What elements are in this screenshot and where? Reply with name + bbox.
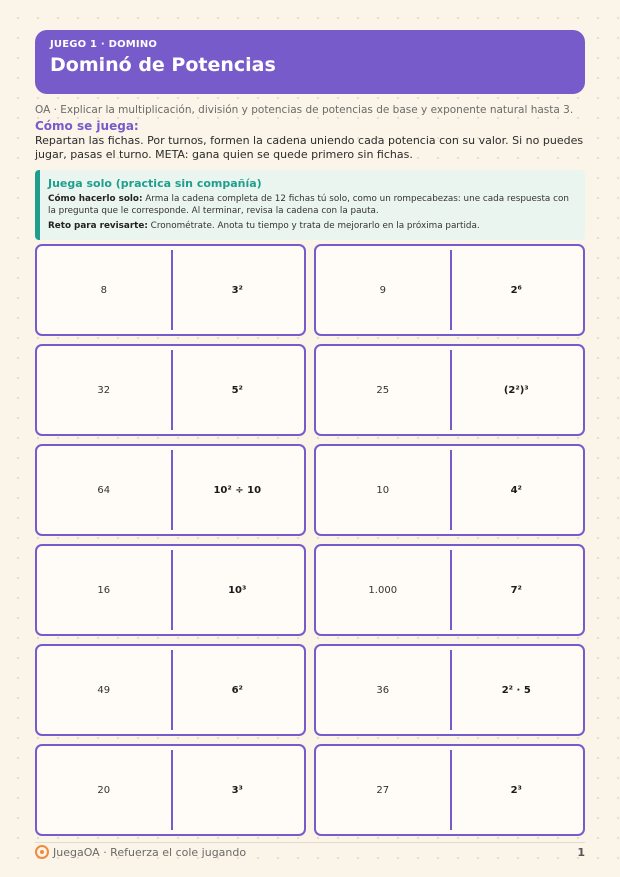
- domino-tile: [314, 544, 585, 636]
- solo-play-box: [35, 170, 585, 240]
- tile-answer: 8: [100, 284, 107, 296]
- domino-tile: [314, 444, 585, 536]
- how-to-play-text: Repartan las fichas. Por turnos, formen la cadena uniendo cada potencia con su valor. Si no puedes jugar, pasas el turno. META: gana quien se quede primero sin fichas.: [35, 134, 584, 161]
- tile-divider: [171, 550, 173, 630]
- tile-expression: 10² ÷ 10: [213, 484, 262, 496]
- tile-answer: 32: [97, 384, 111, 396]
- solo-how: [48, 193, 575, 217]
- page-footer: [35, 842, 585, 859]
- solo-challenge-label: Reto para revisarte:: [48, 221, 148, 231]
- tile-answer: 10: [376, 484, 390, 496]
- game-kicker: JUEGO 1 · DOMINO: [50, 39, 158, 50]
- tile-divider: [450, 550, 452, 630]
- worksheet-page: [35, 30, 585, 796]
- solo-challenge-text: Cronométrate. Anota tu tiempo y trata de mejorarlo en la próxima partida.: [147, 221, 480, 231]
- domino-tile: [35, 644, 306, 736]
- domino-tile: [35, 744, 306, 836]
- domino-tile: [314, 744, 585, 836]
- solo-title: Juega solo (practica sin compañía): [48, 177, 262, 190]
- tile-divider: [450, 650, 452, 730]
- footer-brand: JuegaOA · Refuerza el cole jugando: [53, 845, 247, 859]
- header-banner: [35, 30, 585, 94]
- tile-answer: 16: [97, 584, 111, 596]
- tile-answer: 9: [379, 284, 386, 296]
- solo-how-text: Arma la cadena completa de 12 fichas tú solo, como un rompecabezas: une cada respuesta con la pregunta que le corresponde. Al terminar, revisa la cadena con la pauta.: [48, 194, 569, 216]
- tile-expression: 3²: [231, 284, 243, 296]
- tile-expression: (2²)³: [503, 384, 529, 396]
- tile-expression: 6²: [231, 684, 243, 696]
- tile-expression: 2² · 5: [501, 684, 531, 696]
- domino-tile: [314, 344, 585, 436]
- page-title: Dominó de Potencias: [50, 54, 276, 76]
- tile-divider: [450, 350, 452, 430]
- tile-answer: 25: [376, 384, 390, 396]
- domino-tile: [314, 244, 585, 336]
- domino-tile: [35, 344, 306, 436]
- tile-answer: 1.000: [368, 584, 398, 596]
- tile-expression: 4²: [510, 484, 522, 496]
- tile-expression: 10³: [228, 584, 247, 596]
- domino-tile: [35, 244, 306, 336]
- page-number: 1: [577, 845, 585, 859]
- tile-expression: 2⁶: [510, 284, 522, 296]
- tile-answer: 49: [97, 684, 111, 696]
- tile-divider: [171, 250, 173, 330]
- brand-logo-icon: [35, 845, 49, 859]
- learning-objective: OA · Explicar la multiplicación, división y potencias de potencias de base y exponente natural hasta 3.: [35, 104, 574, 116]
- tile-divider: [450, 450, 452, 530]
- tile-answer: 64: [97, 484, 111, 496]
- tile-answer: 36: [376, 684, 390, 696]
- tile-divider: [450, 750, 452, 830]
- tile-divider: [171, 350, 173, 430]
- domino-tile: [35, 544, 306, 636]
- tile-divider: [450, 250, 452, 330]
- domino-tile: [314, 644, 585, 736]
- tile-divider: [171, 450, 173, 530]
- tile-expression: 2³: [510, 784, 522, 796]
- tile-expression: 7²: [510, 584, 522, 596]
- tile-expression: 5²: [231, 384, 243, 396]
- solo-challenge: [48, 220, 575, 232]
- tile-expression: 3³: [231, 784, 243, 796]
- tile-answer: 20: [97, 784, 111, 796]
- domino-grid: [35, 244, 585, 836]
- tile-answer: 27: [376, 784, 390, 796]
- tile-divider: [171, 650, 173, 730]
- domino-tile: [35, 444, 306, 536]
- tile-divider: [171, 750, 173, 830]
- how-to-play-title: Cómo se juega:: [35, 119, 139, 133]
- solo-how-label: Cómo hacerlo solo:: [48, 194, 143, 204]
